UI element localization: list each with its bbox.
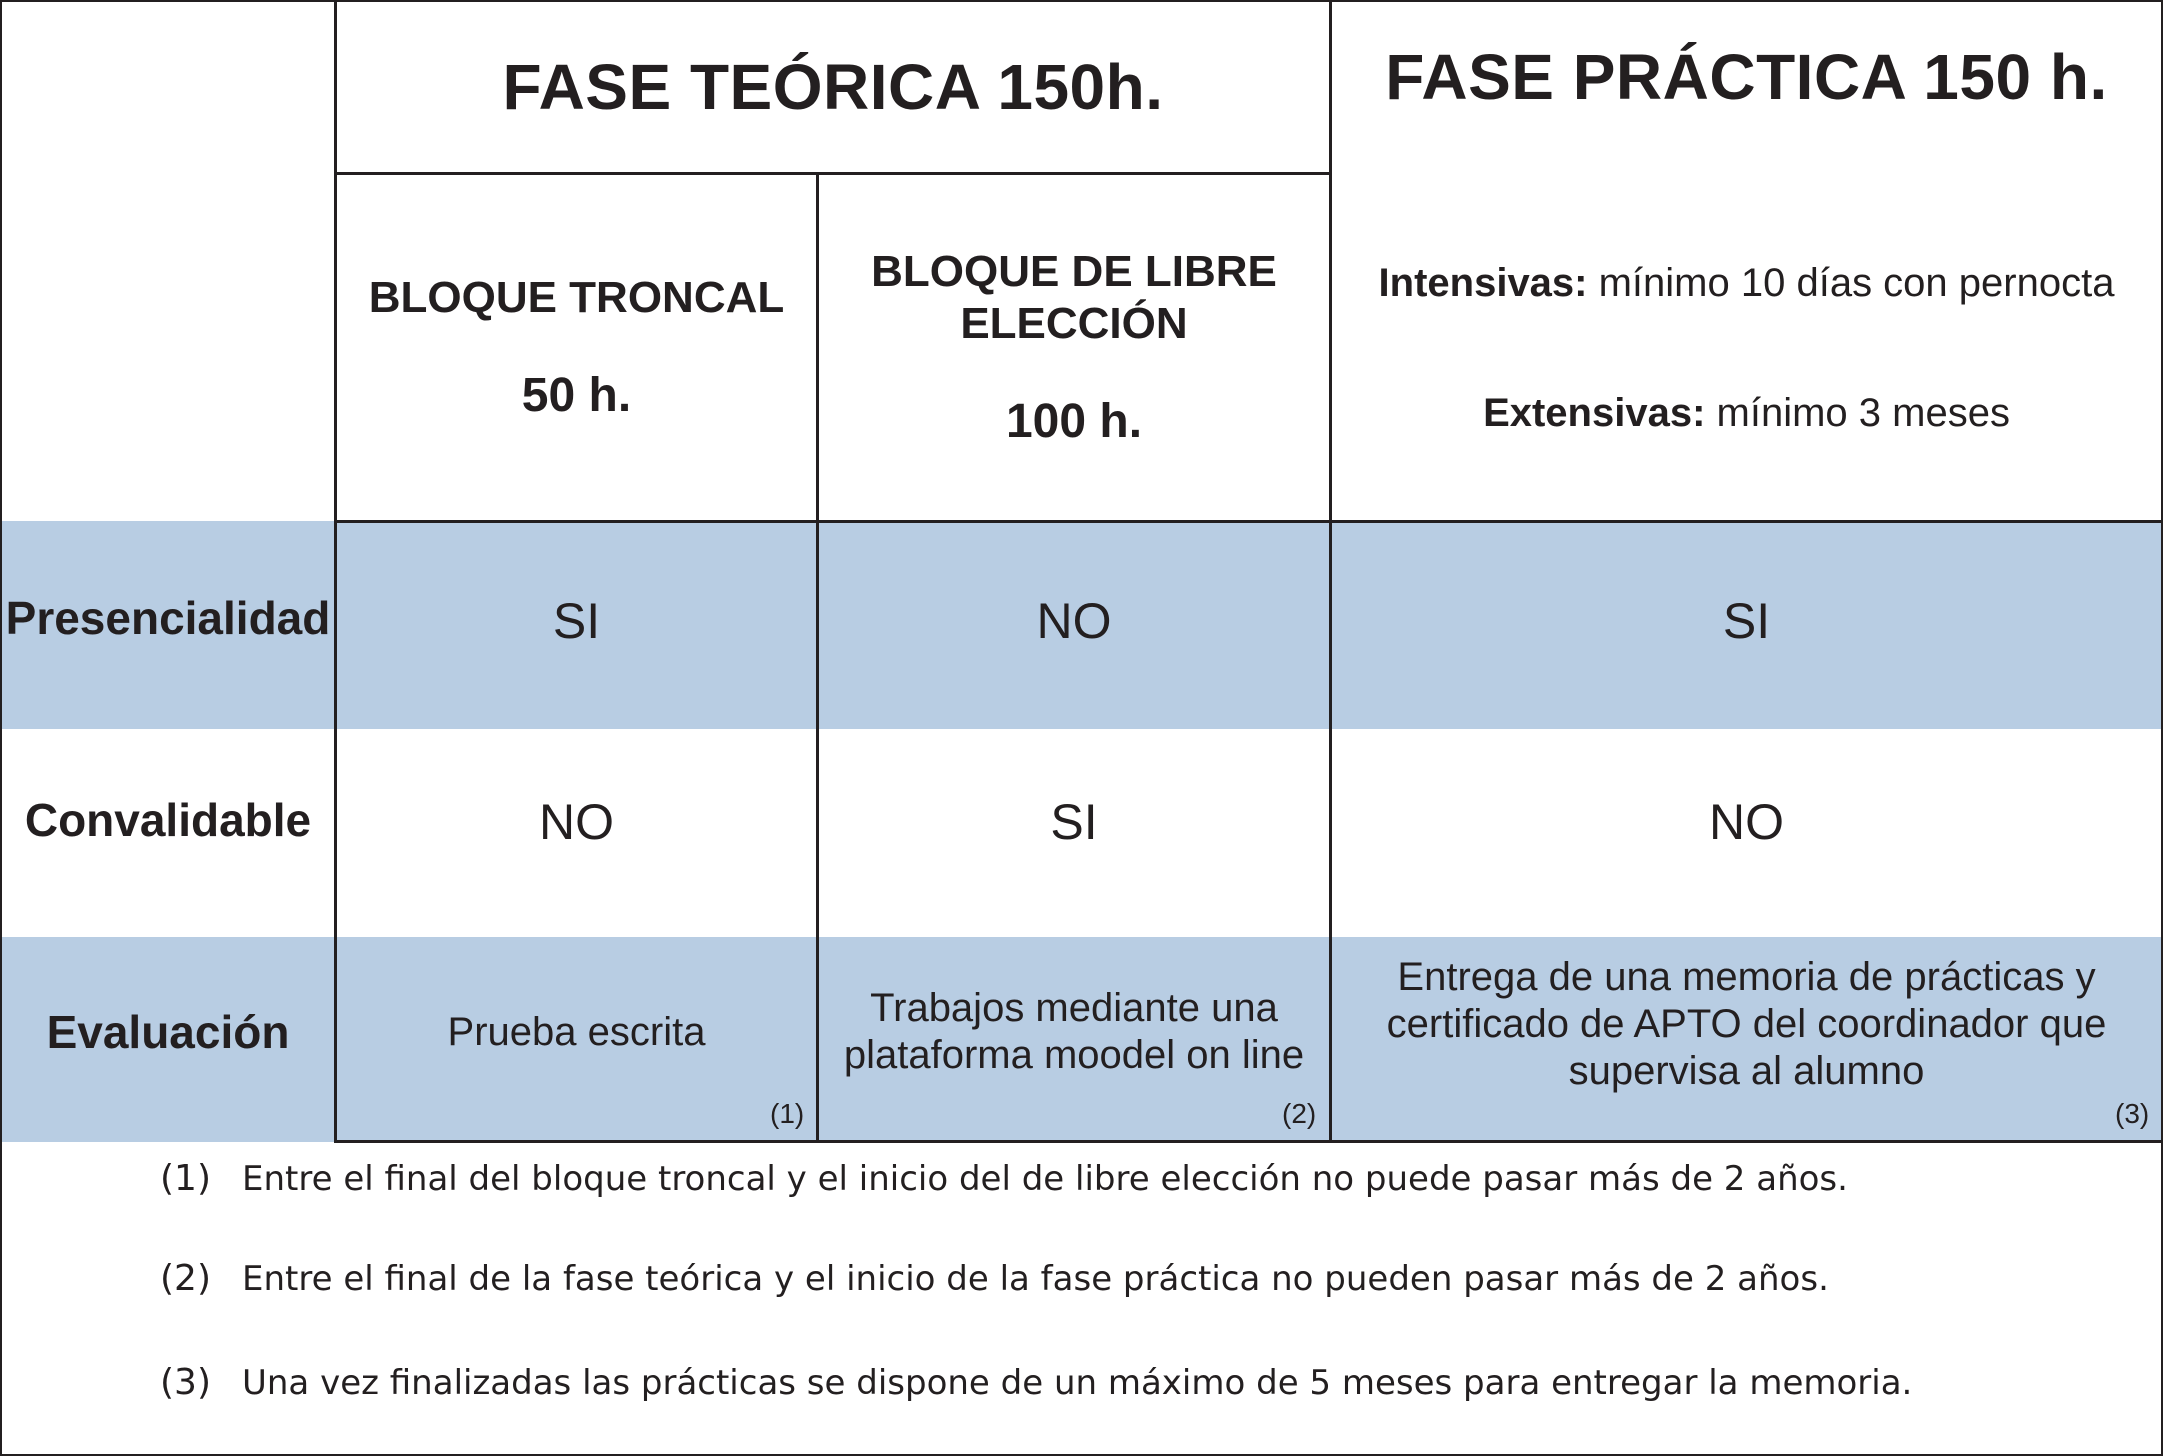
grid-line <box>334 1140 2161 1143</box>
footnote-3-text: Una vez finalizadas las prácticas se dispone de un máximo de 5 meses para entregar la memoria. <box>242 1363 1913 1403</box>
footnote-3-number: (3) <box>160 1362 211 1403</box>
presencialidad-practica <box>1332 523 2161 719</box>
evaluacion-libre-value: Trabajos mediante una plataforma moodel on line <box>843 986 1305 1077</box>
convalidable-practica <box>1332 729 2161 915</box>
footnote-ref-2: (2) <box>1282 1098 1317 1129</box>
presencialidad-label: Presencialidad <box>5 592 331 644</box>
evaluacion-label: Evaluación <box>46 1005 290 1058</box>
convalidable-troncal-value: NO <box>539 794 614 850</box>
footnote-3 <box>160 1362 1912 1403</box>
mode-extensivas-label: Extensivas: <box>1483 390 1706 435</box>
footnote-ref-3: (3) <box>2115 1098 2150 1129</box>
convalidable-label: Convalidable <box>24 794 312 846</box>
block-troncal-hours: 50 h. <box>521 369 632 422</box>
presencialidad-libre <box>819 523 1329 719</box>
presencialidad-troncal-value: SI <box>552 593 601 649</box>
footnote-1-number: (1) <box>160 1158 211 1199</box>
theory-phase-header <box>337 2 1329 172</box>
evaluacion-troncal-value: Prueba escrita <box>447 1009 706 1054</box>
row-label-convalidable <box>2 729 334 911</box>
block-troncal-title: BLOQUE TRONCAL <box>368 273 785 322</box>
footnote-ref-1: (1) <box>770 1098 805 1129</box>
evaluacion-practica-value: Entrega de una memoria de prácticas y certificado de APTO del coordinador que supervisa al alumno <box>1386 954 2107 1093</box>
footnote-2-text: Entre el final de la fase teórica y el inicio de la fase práctica no pueden pasar más de 2 años. <box>242 1259 1829 1299</box>
mode-intensivas-label: Intensivas: <box>1378 260 1588 305</box>
theory-phase-title: FASE TEÓRICA 150h. <box>502 51 1164 123</box>
footnote-2-number: (2) <box>160 1258 211 1299</box>
row-label-evaluacion <box>2 939 334 1124</box>
convalidable-libre-value: SI <box>1050 794 1098 850</box>
row-label-presencialidad <box>2 523 334 713</box>
mode-extensivas <box>1483 389 2010 437</box>
evaluacion-libre <box>819 939 1329 1125</box>
block-libre-hours: 100 h. <box>1005 395 1143 448</box>
block-troncal-header <box>337 175 816 520</box>
footnote-1-text: Entre el final del bloque troncal y el inicio del de libre elección no puede pasar más de 2 años. <box>242 1159 1848 1199</box>
mode-intensivas-text: mínimo 10 días con pernocta <box>1587 260 2115 305</box>
footnote-1 <box>160 1158 1848 1199</box>
footnote-2 <box>160 1258 1829 1299</box>
convalidable-libre <box>819 729 1329 915</box>
convalidable-troncal <box>337 729 816 915</box>
presencialidad-troncal <box>337 523 816 719</box>
block-libre-header <box>819 175 1329 520</box>
presencialidad-libre-value: NO <box>1036 593 1112 649</box>
block-libre-title: BLOQUE DE LIBRE ELECCIÓN <box>871 247 1277 348</box>
presencialidad-practica-value: SI <box>1722 593 1771 649</box>
mode-extensivas-text: mínimo 3 meses <box>1705 390 2010 435</box>
mode-intensivas <box>1379 259 2115 307</box>
convalidable-practica-value: NO <box>1709 794 1784 850</box>
evaluacion-troncal <box>337 939 816 1125</box>
evaluacion-practica <box>1332 939 2161 1109</box>
practice-phase-title: FASE PRÁCTICA 150 h. <box>1385 41 2108 113</box>
practice-phase-header <box>1332 2 2161 152</box>
practice-modes <box>1332 175 2161 520</box>
